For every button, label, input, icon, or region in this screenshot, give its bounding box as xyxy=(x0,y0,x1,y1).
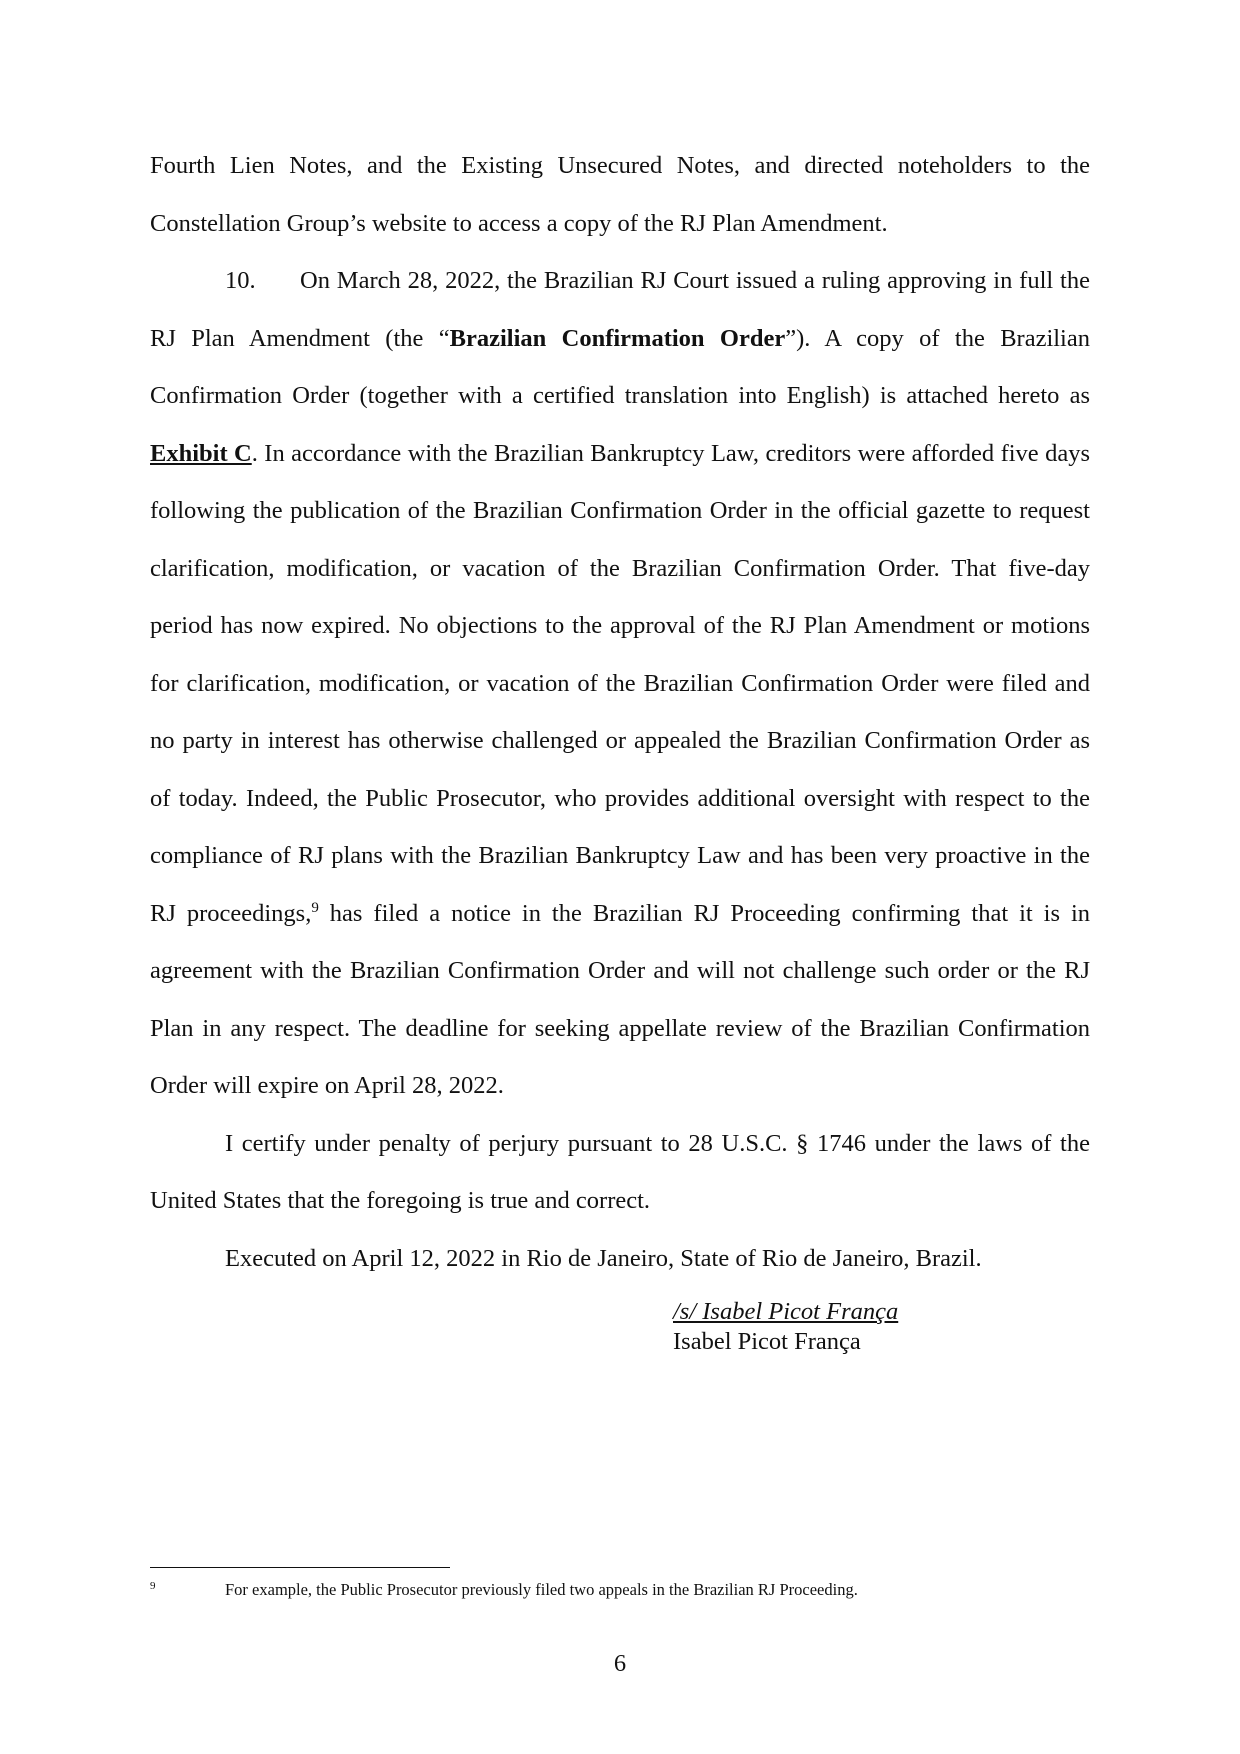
paragraph-10-text-3: . In accordance with the Brazilian Bankruptcy Law, creditors were afforded five days following the publication of the Brazilian Confirmation Order in the official gazette to request clarification, modification, or vacation of the Brazilian Confirmation Order. That five-day period has now expired. No objections to the approval of the RJ Plan Amendment or motions for clarification, modification, or vacation of the Brazilian Confirmation Order were filed and no party in interest has otherwise challenged or appealed the Brazilian Confirmation Order as of today. Indeed, the Public Prosecutor, who provides additional oversight with respect to the compliance of RJ plans with the Brazilian Bankruptcy Law and has been very proactive in the RJ proceedings, xyxy=(150,439,1090,927)
paragraph-10 xyxy=(150,252,1090,1115)
footnote-text: For example, the Public Prosecutor previously filed two appeals in the Brazilian RJ Proceeding. xyxy=(225,1580,858,1599)
electronic-signature: /s/ Isabel Picot França xyxy=(673,1298,899,1325)
execution-statement: Executed on April 12, 2022 in Rio de Janeiro, State of Rio de Janeiro, Brazil. xyxy=(225,1244,982,1272)
certification-paragraph: I certify under penalty of perjury pursuant to 28 U.S.C. § 1746 under the laws of the United States that the foregoing is true and correct. xyxy=(150,1129,1090,1214)
footnote-reference: 9 xyxy=(311,899,319,916)
defined-term-brazilian-confirmation-order: Brazilian Confirmation Order xyxy=(449,324,786,352)
signatory-name: Isabel Picot França xyxy=(673,1328,861,1355)
footnote-number: 9 xyxy=(150,1580,156,1592)
paragraph-10-text-2: ”). A copy of the Brazilian Confirmation Order (together with a certified translation into English) is attached hereto as xyxy=(150,324,1090,409)
paragraph-number: 10. xyxy=(225,267,256,294)
paragraph-10-text-4: has filed a notice in the Brazilian RJ Proceeding confirming that it is in agreement with the Brazilian Confirmation Order and will not challenge such order or the RJ Plan in any respect. The deadline for seeking appellate review of the Brazilian Confirmation Order will expire on April 28, 2022. xyxy=(150,899,1091,1099)
paragraph-10-text-1: On March 28, 2022, the Brazilian RJ Court issued a ruling approving in full the RJ Plan Amendment (the “ xyxy=(150,267,1090,352)
continuation-paragraph: Fourth Lien Notes, and the Existing Unsecured Notes, and directed noteholders to the Constellation Group’s website to access a copy of the RJ Plan Amendment. xyxy=(150,152,1090,237)
page-number: 6 xyxy=(613,1650,627,1677)
footnote-separator xyxy=(150,1567,450,1568)
signature-block xyxy=(673,1297,898,1357)
exhibit-c-reference: Exhibit C xyxy=(150,439,252,467)
body-text xyxy=(150,137,1090,1287)
